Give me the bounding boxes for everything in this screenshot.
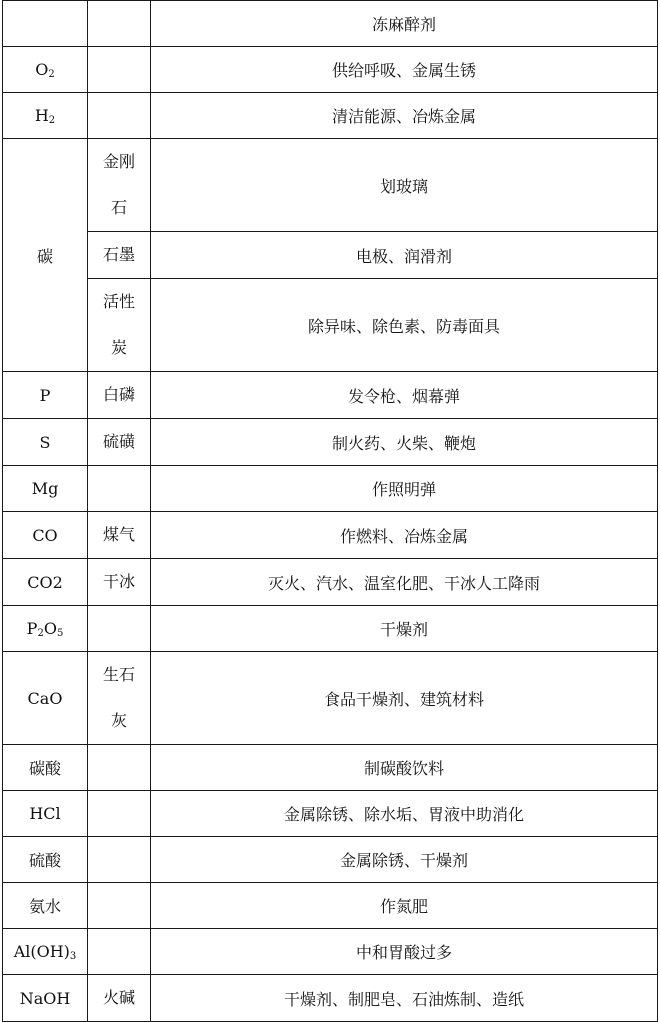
table-row: [3, 559, 658, 606]
table-row: [3, 652, 658, 745]
substance-cell: [3, 929, 88, 975]
use-cell: 作燃料、冶炼金属: [151, 512, 658, 559]
table-row: [3, 47, 658, 93]
use-cell: 干燥剂、制肥皂、石油炼制、造纸: [151, 975, 658, 1022]
substance-cell: [3, 93, 88, 139]
substance-cell: 氨水: [3, 883, 88, 929]
formula-symbol: O: [43, 619, 57, 638]
substance-cell: 碳: [3, 139, 88, 372]
substance-cell: HCl: [3, 791, 88, 837]
formula-symbol: O: [35, 60, 49, 79]
use-cell: 干燥剂: [151, 606, 658, 652]
table-row: [3, 232, 658, 279]
common-name-cell: 火碱: [88, 975, 151, 1022]
table-row: [3, 606, 658, 652]
common-name-cell: 煤气: [88, 512, 151, 559]
use-cell: 发令枪、烟幕弹: [151, 372, 658, 419]
use-cell: 制碳酸饮料: [151, 745, 658, 791]
substance-cell: 硫酸: [3, 837, 88, 883]
common-name-cell: 生石灰: [88, 652, 151, 745]
uses-table: [2, 0, 658, 1022]
table-row: [3, 372, 658, 419]
use-cell: 食品干燥剂、建筑材料: [151, 652, 658, 745]
substance-cell: [3, 606, 88, 652]
formula-symbol: Al(OH): [13, 942, 70, 961]
substance-cell: CO: [3, 512, 88, 559]
common-name-cell: [88, 466, 151, 512]
common-name-cell: 干冰: [88, 559, 151, 606]
substance-cell: CO2: [3, 559, 88, 606]
formula-symbol: P: [26, 619, 38, 638]
common-name-cell: [88, 883, 151, 929]
common-name-cell: [88, 93, 151, 139]
use-cell: 供给呼吸、金属生锈: [151, 47, 658, 93]
table-row: [3, 466, 658, 512]
common-name-cell: [88, 1, 151, 47]
table-row: [3, 883, 658, 929]
table-row: [3, 93, 658, 139]
common-name-cell: 石墨: [88, 232, 151, 279]
table-row: [3, 1, 658, 47]
use-cell: 金属除锈、除水垢、胃液中助消化: [151, 791, 658, 837]
common-name-cell: [88, 606, 151, 652]
use-cell: 金属除锈、干燥剂: [151, 837, 658, 883]
formula-subscript: 2: [37, 628, 44, 639]
use-cell: 作氮肥: [151, 883, 658, 929]
table-row: [3, 745, 658, 791]
formula-subscript: 5: [56, 628, 64, 639]
substance-cell: 碳酸: [3, 745, 88, 791]
table-row: [3, 419, 658, 466]
use-cell: 电极、润滑剂: [151, 232, 658, 279]
formula-subscript: 2: [48, 69, 55, 80]
use-cell: 清洁能源、冶炼金属: [151, 93, 658, 139]
common-name-cell: [88, 745, 151, 791]
substance-cell: CaO: [3, 652, 88, 745]
substance-cell: S: [3, 419, 88, 466]
use-cell: 冻麻醉剂: [151, 1, 658, 47]
table-row: [3, 791, 658, 837]
common-name-cell: [88, 791, 151, 837]
common-name-cell: 硫磺: [88, 419, 151, 466]
table-row: [3, 929, 658, 975]
use-cell: 作照明弹: [151, 466, 658, 512]
formula-subscript: 3: [69, 951, 77, 962]
substance-cell: Mg: [3, 466, 88, 512]
table-row: [3, 139, 658, 232]
substance-cell: P: [3, 372, 88, 419]
substance-cell: [3, 1, 88, 47]
common-name-cell: [88, 837, 151, 883]
substance-cell: [3, 47, 88, 93]
common-name-cell: [88, 929, 151, 975]
table-row: [3, 975, 658, 1022]
common-name-cell: [88, 47, 151, 93]
table-row: [3, 512, 658, 559]
formula-symbol: H: [34, 106, 49, 125]
use-cell: 除异味、除色素、防毒面具: [151, 279, 658, 372]
common-name-cell: 活性炭: [88, 279, 151, 372]
table-row: [3, 837, 658, 883]
use-cell: 制火药、火柴、鞭炮: [151, 419, 658, 466]
formula-subscript: 2: [48, 115, 56, 126]
common-name-cell: 白磷: [88, 372, 151, 419]
table-row: [3, 279, 658, 372]
use-cell: 中和胃酸过多: [151, 929, 658, 975]
common-name-cell: 金刚石: [88, 139, 151, 232]
use-cell: 划玻璃: [151, 139, 658, 232]
substance-cell: NaOH: [3, 975, 88, 1022]
use-cell: 灭火、汽水、温室化肥、干冰人工降雨: [151, 559, 658, 606]
